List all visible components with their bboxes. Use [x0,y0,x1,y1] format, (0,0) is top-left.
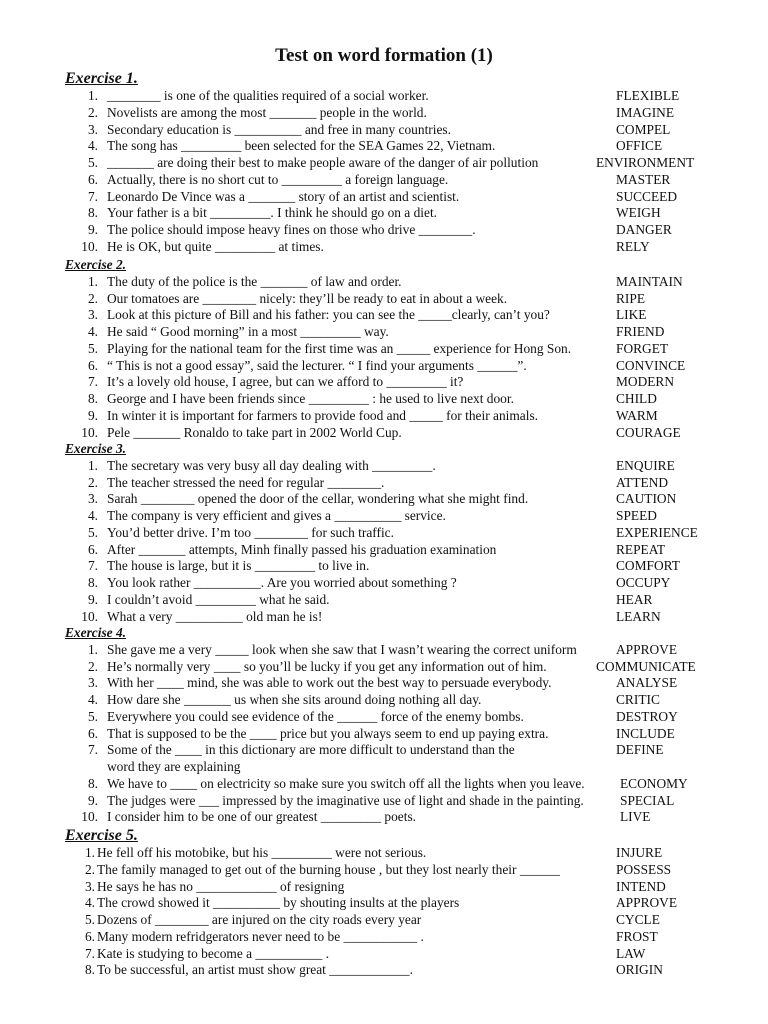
answer-word: ENVIRONMENT [596,155,695,170]
question-row [0,341,768,358]
question-text: Look at this picture of Bill and his father: you can see the _____clearly, can’t you? [107,307,550,323]
question-row [0,609,768,626]
question-number: 5. [87,708,98,724]
question-row [0,205,768,222]
question-number: 7. [87,374,98,390]
answer-word: ORIGIN [616,962,663,978]
question-row [0,692,768,709]
answer-word: SPEED [616,508,657,523]
answer-word: LIVE [620,809,651,825]
answer-word: OCCUPY [616,575,671,590]
answer-word: DEFINE [616,742,664,758]
question-text: Many modern refridgerators never need to be ___________ . [97,928,424,944]
question-text: Leonardo De Vince was a _______ story of an artist and scientist. [107,188,460,204]
exercise-3 [0,441,768,625]
question-number: 1. [87,641,98,657]
question-row [0,374,768,391]
question-text: Novelists are among the most _______ people in the world. [107,104,427,120]
question-text: ________ is one of the qualities required of a social worker. [107,88,429,103]
answer-word: HEAR [616,591,653,607]
question-number: 5. [84,912,95,927]
answer-word: DANGER [616,222,672,237]
question-text: He says he has no ____________ of resigning [97,878,345,894]
question-text: Dozens of ________ are injured on the city roads every year [97,912,422,927]
answer-word: CHILD [616,391,657,406]
question-row [0,172,768,189]
answer-word: LAW [616,945,646,961]
answer-word: FROST [616,928,658,944]
question-text: With her ____ mind, she was able to work out the best way to persuade everybody. [107,675,552,691]
answer-word: COMFORT [616,558,680,574]
exercise-1 [0,70,768,256]
answer-word: SUCCEED [616,188,678,204]
question-row [0,105,768,122]
question-text: The duty of the police is the _______ of law and order. [107,273,402,289]
answer-word: FLEXIBLE [616,88,680,103]
question-number: 3. [84,878,95,894]
answer-word: CYCLE [616,912,660,927]
question-number: 10. [81,608,98,624]
question-number: 3. [87,491,98,507]
question-text: Some of the ____ in this dictionary are more difficult to understand than the [107,742,515,758]
answer-word: RELY [616,238,650,254]
question-row [0,475,768,492]
question-text: She gave me a very _____ look when she saw that I wasn’t wearing the correct uniform [107,641,577,657]
question-row [0,912,768,929]
question-number: 2. [87,104,98,120]
answer-word: REPEAT [616,541,666,557]
answer-word: LIKE [616,307,647,323]
question-number: 8. [87,575,98,590]
answer-word: POSSESS [616,861,672,877]
answer-word: ATTEND [616,474,669,490]
question-row [0,542,768,559]
question-text: The police should impose heavy fines on those who drive ________. [107,222,476,237]
question-text: Pele _______ Ronaldo to take part in 2002 World Cup. [107,424,402,440]
question-number: 6. [84,928,95,944]
question-row [0,575,768,592]
question-text: After _______ attempts, Minh finally passed his graduation examination [107,541,497,557]
question-number: 9. [87,591,98,607]
question-number: 6. [87,541,98,557]
question-row [0,408,768,425]
exercise-title: Exercise 5. [65,827,138,844]
answer-word: DESTROY [616,708,678,724]
question-text: Everywhere you could see evidence of the ______ force of the enemy bombs. [107,708,524,724]
answer-word: CRITIC [616,692,660,707]
question-row [0,122,768,139]
question-row [0,879,768,896]
answer-word: COMMUNICATE [596,658,696,674]
question-text: To be successful, an artist must show great ____________. [97,962,413,978]
answer-word: OFFICE [616,138,663,154]
question-number: 5. [87,340,98,356]
question-text: The family managed to get out of the burning house , but they lost nearly their ______ [97,861,560,877]
question-text: Secondary education is __________ and free in many countries. [107,121,451,137]
question-text: Sarah ________ opened the door of the cellar, wondering what she might find. [107,491,529,507]
answer-word: FORGET [616,340,669,356]
answer-word: FRIEND [616,324,665,339]
question-row [0,291,768,308]
answer-word: INTEND [616,878,666,894]
question-text: You’d better drive. I’m too ________ for such traffic. [107,524,394,540]
question-text-continuation: word they are explaining [107,759,241,774]
question-text: Actually, there is no short cut to _________ a foreign language. [107,171,449,187]
question-text: He is OK, but quite _________ at times. [107,238,324,254]
question-number: 3. [87,307,98,323]
answer-word: MASTER [616,171,671,187]
question-text: Your father is a bit _________. I think he should go on a diet. [107,205,438,221]
answer-word: APPROVE [616,895,678,911]
question-row [0,138,768,155]
question-row [0,726,768,743]
question-row [0,659,768,676]
question-number: 2. [84,861,95,877]
question-text: Kate is studying to become a __________ . [97,945,330,961]
question-row [0,809,768,826]
question-number: 9. [87,407,98,423]
question-number: 10. [81,809,98,825]
question-text: He said “ Good morning” in a most _________ way. [107,324,389,339]
answer-word: INJURE [616,845,663,860]
question-text: Our tomatoes are ________ nicely: they’ll be ready to eat in about a week. [107,290,508,306]
answer-word: SPECIAL [620,792,675,808]
question-text: I consider him to be one of our greatest _________ poets. [107,809,417,825]
exercise-5 [0,827,768,979]
question-text: The song has _________ been selected for the SEA Games 22, Vietnam. [107,138,496,154]
question-row [0,508,768,525]
answer-word: MODERN [616,374,675,390]
question-text: He’s normally very ____ so you’ll be lucky if you get any information out of him. [107,658,547,674]
question-number: 6. [87,725,98,741]
question-row [0,709,768,726]
question-row [0,558,768,575]
answer-word: RIPE [616,290,646,306]
question-row [0,391,768,408]
question-number: 7. [87,742,98,758]
question-row [0,155,768,172]
question-number: 4. [87,508,98,523]
answer-word: COURAGE [616,424,681,440]
question-number: 9. [87,222,98,237]
question-number: 6. [87,171,98,187]
question-text: It’s a lovely old house, I agree, but can we afford to _________ it? [107,374,464,390]
question-text: That is supposed to be the ____ price but you always seem to end up paying extra. [107,725,549,741]
answer-word: ECONOMY [620,775,688,791]
question-text: _______ are doing their best to make people aware of the danger of air pollution [107,155,539,170]
question-text: The secretary was very busy all day dealing with _________. [107,457,436,473]
question-number: 7. [84,945,95,961]
answer-word: APPROVE [616,641,678,657]
answer-word: IMAGINE [616,104,675,120]
question-number: 1. [87,273,98,289]
question-number: 9. [87,792,98,808]
question-text: The judges were ___ impressed by the imaginative use of light and shade in the painting. [107,792,584,808]
question-row [0,862,768,879]
question-number: 8. [87,775,98,791]
question-text: How dare she _______ us when she sits around doing nothing all day. [107,692,482,707]
answer-word: INCLUDE [616,725,675,741]
question-number: 4. [87,138,98,154]
question-row [0,793,768,810]
question-row [0,742,768,759]
question-text: George and I have been friends since _________ : he used to live next door. [107,391,514,406]
exercise-4 [0,625,768,826]
question-number: 7. [87,558,98,574]
question-number: 1. [87,457,98,473]
question-text: We have to ____ on electricity so make sure you switch off all the lights when you leave. [107,775,585,791]
question-row [0,895,768,912]
answer-word: ENQUIRE [616,457,675,473]
question-number: 4. [87,692,98,707]
question-number: 3. [87,121,98,137]
question-number: 1. [87,88,98,103]
exercise-title: Exercise 4. [65,625,126,640]
exercise-title: Exercise 3. [65,441,126,456]
question-text: What a very __________ old man he is! [107,608,323,624]
question-number: 8. [87,391,98,406]
question-row [0,425,768,442]
answer-word: EXPERIENCE [616,524,698,540]
question-row [0,307,768,324]
question-number: 8. [87,205,98,221]
question-row [0,358,768,375]
answer-word: WARM [616,407,658,423]
answer-word: LEARN [616,608,661,624]
question-row [0,675,768,692]
question-number: 6. [87,357,98,373]
question-number: 2. [87,658,98,674]
question-number: 4. [84,895,95,911]
question-number: 1. [84,845,95,860]
question-row [0,491,768,508]
question-row [0,324,768,341]
answer-word: COMPEL [616,121,671,137]
question-row [0,642,768,659]
question-number: 2. [87,474,98,490]
question-row-continuation [0,759,768,776]
question-row [0,88,768,105]
question-row [0,222,768,239]
answer-word: MAINTAIN [616,273,683,289]
answer-word: WEIGH [616,205,661,221]
question-row [0,929,768,946]
answer-word: ANALYSE [616,675,678,691]
page-title: Test on word formation (1) [275,45,493,66]
question-number: 2. [87,290,98,306]
question-row [0,458,768,475]
question-text: “ This is not a good essay”, said the lecturer. “ I find your arguments ______”. [107,357,527,373]
answer-word: CAUTION [616,491,677,507]
answer-word: CONVINCE [616,357,686,373]
question-text: Playing for the national team for the first time was an _____ experience for Hong Son. [107,340,572,356]
question-row [0,189,768,206]
question-number: 7. [87,188,98,204]
question-text: You look rather __________. Are you worried about something ? [107,575,457,590]
question-text: The house is large, but it is _________ to live in. [107,558,370,574]
question-number: 5. [87,155,98,170]
question-number: 10. [81,238,98,254]
question-text: I couldn’t avoid _________ what he said. [107,591,330,607]
exercise-2 [0,257,768,441]
question-text: The company is very efficient and gives a __________ service. [107,508,446,523]
question-row [0,592,768,609]
question-row [0,776,768,793]
question-number: 5. [87,524,98,540]
question-number: 10. [81,424,98,440]
exercise-title: Exercise 2. [65,257,126,272]
question-row [0,962,768,979]
question-text: The teacher stressed the need for regular ________. [107,474,385,490]
question-number: 8. [84,962,95,978]
question-number: 3. [87,675,98,691]
question-row [0,845,768,862]
question-text: In winter it is important for farmers to provide food and _____ for their animals. [107,407,538,423]
question-row [0,525,768,542]
question-text: He fell off his motobike, but his _________ were not serious. [97,845,427,860]
question-row [0,239,768,256]
question-text: The crowd showed it __________ by shouting insults at the players [97,895,460,911]
question-row [0,274,768,291]
exercise-title: Exercise 1. [65,70,138,87]
question-row [0,946,768,963]
question-number: 4. [87,324,98,339]
